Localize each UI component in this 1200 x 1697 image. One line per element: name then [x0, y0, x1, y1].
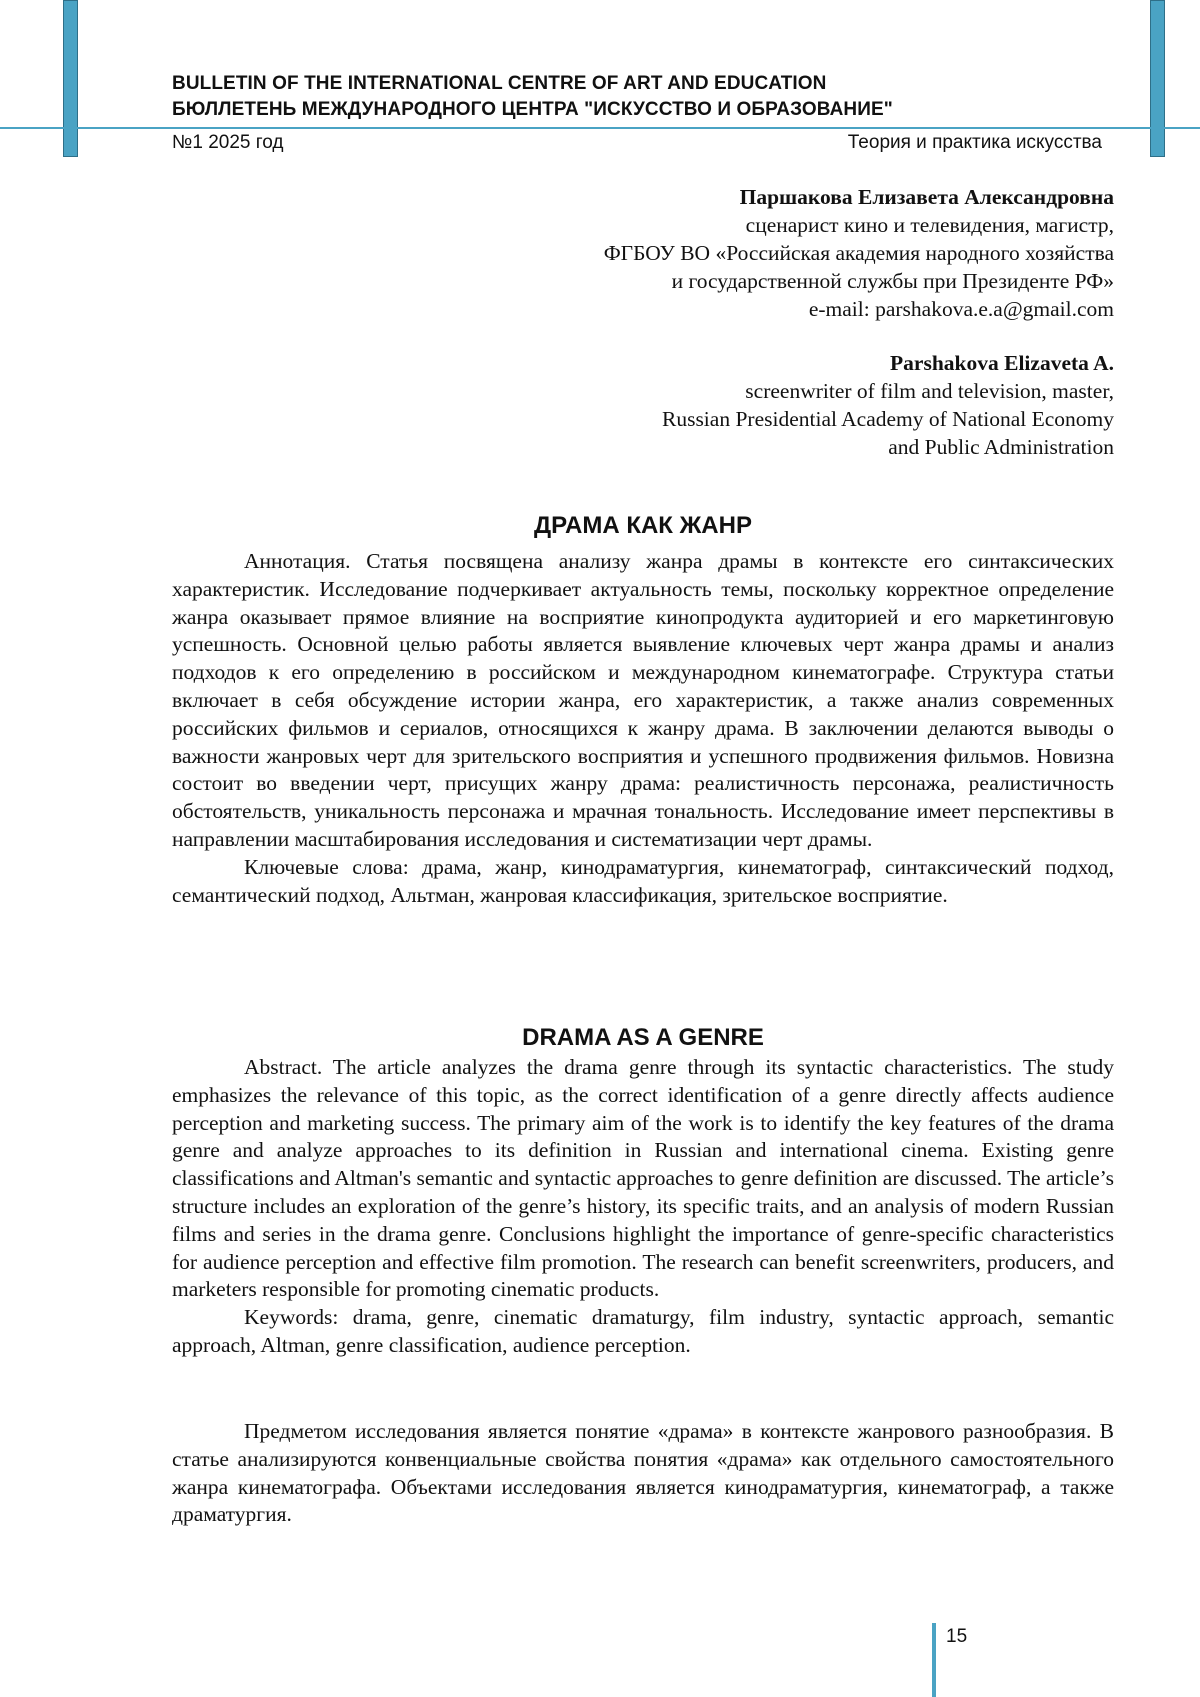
section-label: Теория и практика искусства — [847, 132, 1102, 153]
author-affiliation-ru-2: и государственной службы при Президенте РФ» — [671, 269, 1114, 293]
abstract-en: Abstract. The article analyzes the drama genre through its syntactic characteristics. The study emphasizes the relevance of this topic, as the correct identification of a genre directly affects audience perception and marketing success. The primary aim of the work is to identify the key features of the drama genre and analyze approaches to its definition in Russian and international cinema. Existing genre classifications and Altman's semantic and syntactic approaches to genre definition are discussed. The article’s structure includes an exploration of the genre’s history, its specific traits, and an analysis of modern Russian films and series in the drama genre. Conclusions highlight the importance of genre-specific characteristics for audience perception and effective film promotion. The research can benefit screenwriters, producers, and marketers responsible for promoting cinematic products. — [172, 1055, 1115, 1302]
article-title-en: DRAMA AS A GENRE — [522, 1024, 764, 1051]
author-affiliation-ru-1: ФГБОУ ВО «Российская академия народного хозяйства — [603, 241, 1114, 265]
journal-title-en: BULLETIN OF THE INTERNATIONAL CENTRE OF ART AND EDUCATION — [172, 73, 827, 94]
author-block-en — [662, 349, 1114, 461]
page-number-bar — [932, 1623, 936, 1697]
abstract-section-ru — [172, 548, 1114, 909]
article-title-ru: ДРАМА КАК ЖАНР — [534, 512, 752, 539]
abstract-section-en — [172, 1054, 1114, 1360]
journal-title-ru: БЮЛЛЕТЕНЬ МЕЖДУНАРОДНОГО ЦЕНТРА "ИСКУССТВО И ОБРАЗОВАНИЕ" — [172, 99, 893, 120]
keywords-en: Keywords: drama, genre, cinematic dramaturgy, film industry, syntactic approach, semantic approach, Altman, genre classification, audience perception. — [172, 1305, 1114, 1357]
body-paragraph: Предметом исследования является понятие «драма» в контексте жанрового разнообразия. В статье анализируются конвенциальные свойства понятия «драма» как отдельного самостоятельного жанра кинематографа. Объектами исследования является кинодраматургия, кинематограф, а также драматургия. — [172, 1419, 1114, 1527]
author-email: e-mail: parshakova.e.a@gmail.com — [808, 297, 1114, 321]
right-decorative-bar — [1150, 0, 1165, 157]
left-decorative-bar — [63, 0, 78, 157]
header-rule — [0, 127, 1200, 129]
author-name-en: Parshakova Elizaveta A. — [890, 351, 1114, 375]
issue-label: №1 2025 год — [172, 132, 284, 153]
page-number: 15 — [946, 1626, 968, 1647]
author-name-ru: Паршакова Елизавета Александровна — [739, 185, 1114, 209]
abstract-ru: Аннотация. Статья посвящена анализу жанра драмы в контексте его синтаксических характеристик. Исследование подчеркивает актуальность темы, поскольку корректное определение жанра оказывает прямое влияние на восприятие кинопродукта аудиторией и его маркетинговую успешность. Основной целью работы является выявление ключевых черт жанра драмы и анализ подходов к его определению в российском и международном кинематографе. Структура статьи включает в себя обсуждение истории жанра, его характеристик, а также анализ современных российских фильмов и сериалов, относящихся к жанру драма. В заключении делаются выводы о важности жанровых черт для зрительского восприятия и успешного продвижения фильмов. Новизна состоит во введении черт, присущих жанру драма: реалистичность персонажа, реалистичность обстоятельств, уникальность персонажа и мрачная тональность. Исследование имеет перспективы в направлении масштабирования исследования и систематизации черт драмы. — [172, 549, 1114, 851]
body-section — [172, 1418, 1114, 1529]
author-affiliation-en-2: and Public Administration — [888, 435, 1114, 459]
author-position-en: screenwriter of film and television, master, — [745, 379, 1114, 403]
author-position-ru: сценарист кино и телевидения, магистр, — [745, 213, 1114, 237]
keywords-ru: Ключевые слова: драма, жанр, кинодраматургия, кинематограф, синтаксический подход, семантический подход, Альтман, жанровая классификация, зрительское восприятие. — [172, 854, 1114, 907]
author-block-ru — [604, 183, 1114, 323]
author-affiliation-en-1: Russian Presidential Academy of National Economy — [661, 407, 1114, 431]
